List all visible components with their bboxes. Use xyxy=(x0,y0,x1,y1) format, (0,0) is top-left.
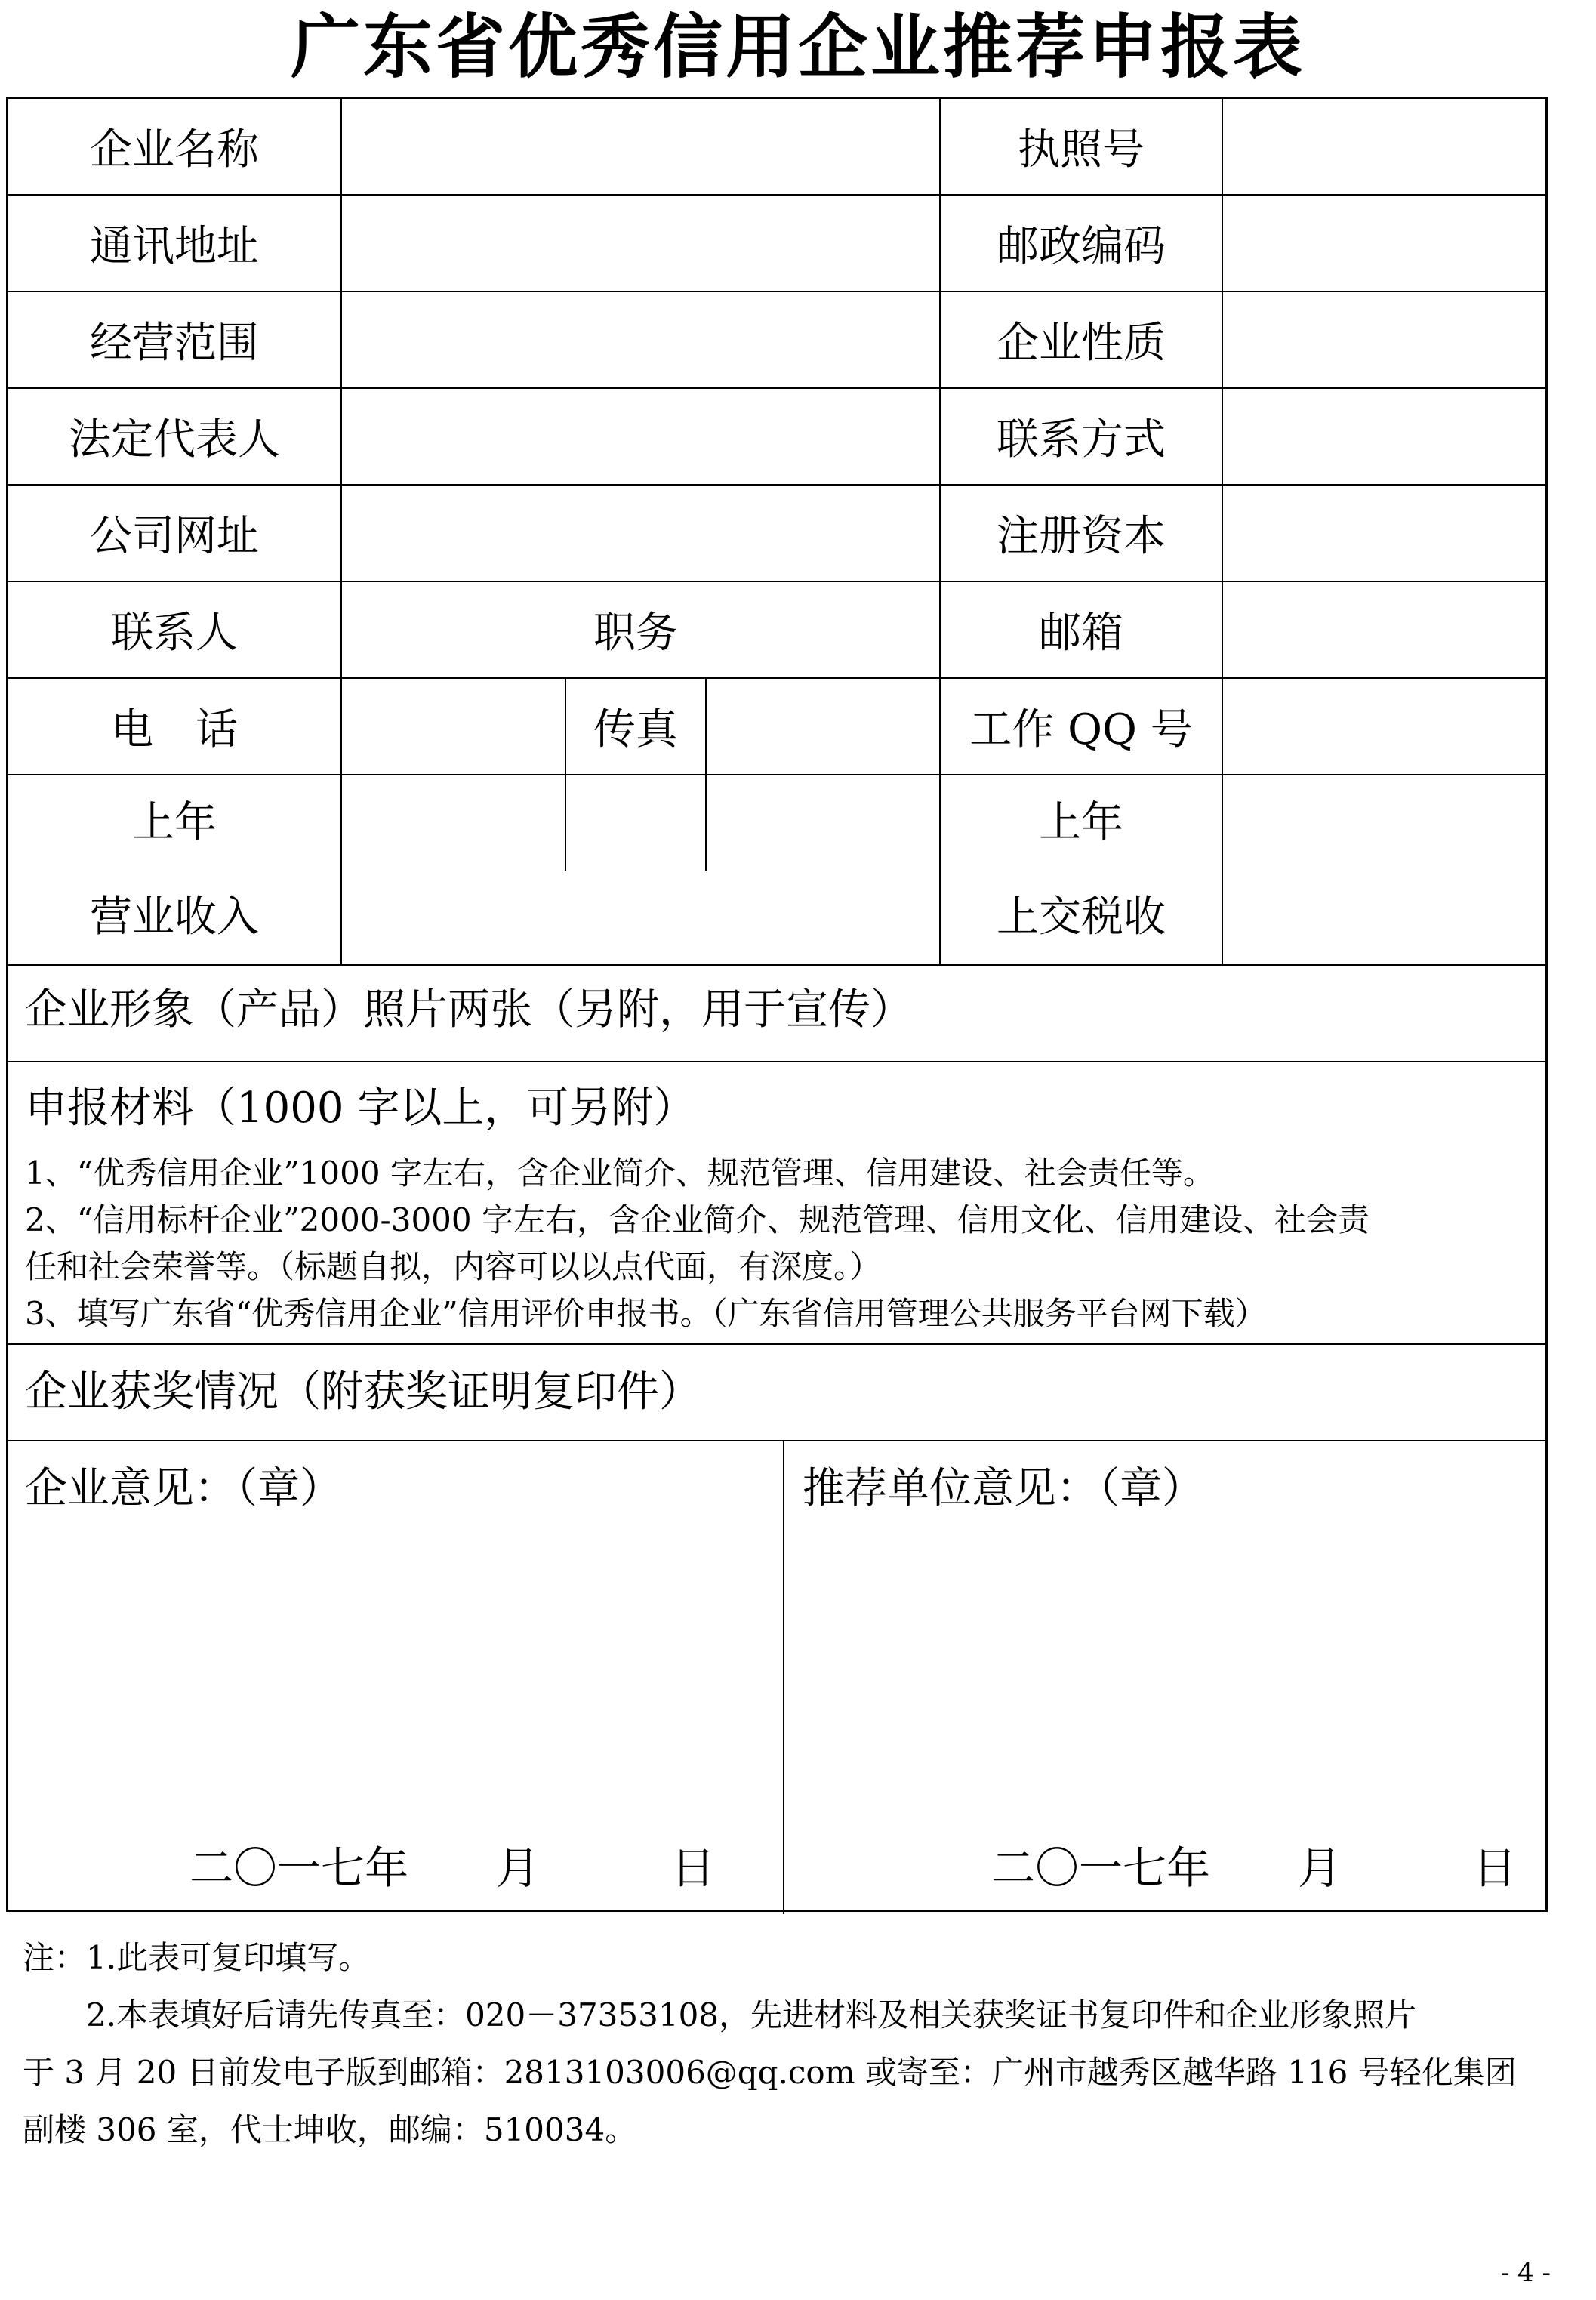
business-scope-field[interactable] xyxy=(342,292,939,387)
company-opinion-label: 企业意见：（章） xyxy=(25,1464,342,1513)
form-title: 广东省优秀信用企业推荐申报表 xyxy=(290,7,1305,88)
position-field[interactable] xyxy=(707,582,939,677)
label-license-no: 执照号 xyxy=(1018,125,1145,174)
company-name-field[interactable] xyxy=(342,99,939,194)
tax-field[interactable] xyxy=(1223,775,1545,964)
label-fax: 传真 xyxy=(593,705,678,754)
legal-rep-field[interactable] xyxy=(342,389,939,484)
label-legal-rep: 法定代表人 xyxy=(69,415,280,464)
materials-item: 3、填写广东省“优秀信用企业”信用评价申报书。（广东省信用管理公共服务平台网下载） xyxy=(25,1295,1267,1332)
label-revenue-line2: 营业收入 xyxy=(90,893,259,942)
label-email: 邮箱 xyxy=(1039,609,1123,658)
label-registered-capital: 注册资本 xyxy=(997,512,1166,561)
page-number: - 4 - xyxy=(1500,2258,1551,2288)
label-position: 职务 xyxy=(593,609,678,658)
registered-capital-field[interactable] xyxy=(1223,486,1545,581)
note-line: 于 3 月 20 日前发电子版到邮箱：2813103006@qq.com 或寄至：广州市越秀区越华路 116 号轻化集团 xyxy=(23,2054,1517,2091)
photos-section-label: 企业形象（产品）照片两张（另附，用于宣传） xyxy=(25,985,913,1034)
revenue-field[interactable] xyxy=(342,775,939,964)
materials-section-label: 申报材料（1000 字以上，可另附） xyxy=(25,1084,696,1133)
materials-item: 任和社会荣誉等。（标题自拟，内容可以以点代面，有深度。） xyxy=(25,1248,882,1285)
row-divider xyxy=(8,1440,1545,1441)
address-field[interactable] xyxy=(342,196,939,291)
label-business-scope: 经营范围 xyxy=(90,319,259,368)
row-divider xyxy=(8,964,1545,966)
label-contact-person: 联系人 xyxy=(111,609,238,658)
note-line: 2.本表填好后请先传真至：020－37353108，先进材料及相关获奖证书复印件和企业形象照片 xyxy=(23,1996,1417,2033)
work-qq-field[interactable] xyxy=(1223,679,1545,774)
label-tax-line2: 上交税收 xyxy=(997,893,1166,942)
label-company-type: 企业性质 xyxy=(997,319,1166,368)
contact-method-field[interactable] xyxy=(1223,389,1545,484)
company-opinion-date: 二〇一七年 月 日 xyxy=(189,1842,716,1894)
row-divider xyxy=(8,1061,1545,1062)
awards-section-label: 企业获奖情况（附获奖证明复印件） xyxy=(25,1367,701,1417)
label-tax-line1: 上年 xyxy=(1039,798,1123,847)
label-address: 通讯地址 xyxy=(90,222,259,271)
label-postcode: 邮政编码 xyxy=(997,222,1166,271)
label-website: 公司网址 xyxy=(90,512,259,561)
fax-field[interactable] xyxy=(707,679,939,774)
website-field[interactable] xyxy=(342,486,939,581)
materials-item: 1、“优秀信用企业”1000 字左右，含企业简介、规范管理、信用建设、社会责任等。 xyxy=(25,1155,1215,1192)
postcode-field[interactable] xyxy=(1223,196,1545,291)
label-phone: 电 话 xyxy=(111,705,238,754)
label-work-qq: 工作 QQ 号 xyxy=(969,705,1193,754)
row-divider xyxy=(8,1343,1545,1345)
label-contact-method: 联系方式 xyxy=(997,415,1166,464)
note-line: 注：1.此表可复印填写。 xyxy=(23,1939,371,1976)
company-type-field[interactable] xyxy=(1223,292,1545,387)
label-revenue-line1: 上年 xyxy=(132,798,217,847)
materials-item: 2、“信用标杆企业”2000-3000 字左右，含企业简介、规范管理、信用文化、信用建设、社会责 xyxy=(25,1201,1370,1238)
application-form-table xyxy=(6,97,1548,1912)
label-last-year-tax xyxy=(941,775,1222,964)
note-line: 副楼 306 室，代士坤收，邮编：510034。 xyxy=(23,2111,637,2148)
license-no-field[interactable] xyxy=(1223,99,1545,194)
phone-field[interactable] xyxy=(342,679,565,774)
label-last-year-revenue xyxy=(8,775,340,964)
recommender-opinion-date: 二〇一七年 月 日 xyxy=(991,1842,1517,1894)
label-company-name: 企业名称 xyxy=(90,125,259,174)
contact-person-field[interactable] xyxy=(342,582,565,677)
email-field[interactable] xyxy=(1223,582,1545,677)
recommender-opinion-label: 推荐单位意见：（章） xyxy=(803,1464,1204,1513)
